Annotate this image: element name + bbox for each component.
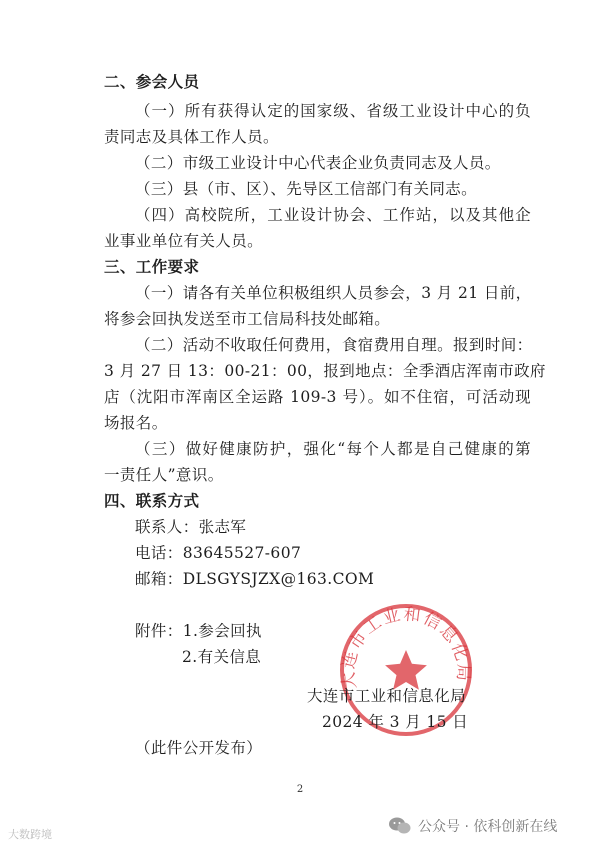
section3-heading: 三、工作要求: [104, 258, 200, 276]
contact-email: 邮箱：DLSGYSJZX@163.COM: [135, 570, 375, 588]
wechat-icon: [388, 816, 412, 836]
section2-item3: （三）县（市、区）、先导区工信部门有关同志。: [135, 180, 478, 198]
attachment-item1: 附件：1.参会回执: [135, 622, 262, 640]
watermark-right: [388, 812, 557, 840]
section2-heading: 二、参会人员: [104, 73, 200, 91]
section2-item2: （二）市级工业设计中心代表企业负责同志及人员。: [135, 154, 501, 172]
signature-org: 大连市工业和信息化局: [307, 687, 467, 705]
section3-item3-line1: （三）做好健康防护，强化“每个人都是自己健康的第: [135, 440, 531, 458]
seal-text: 大连市工业和信息化局: [338, 604, 474, 691]
section3-item1-line2: 将参会回执发送至市工信局科技处邮箱。: [104, 310, 391, 328]
contact-phone: 电话：83645527-607: [135, 544, 302, 562]
section2-item4-line2: 业事业单位有关人员。: [104, 232, 264, 250]
contact-person: 联系人：张志军: [135, 518, 247, 536]
section4-heading: 四、联系方式: [104, 492, 200, 510]
section2-item4-line1: （四）高校院所，工业设计协会、工作站，以及其他企: [135, 206, 531, 224]
section3-item2-line2: 3 月 27 日 13：00-21：00，报到地点：全季酒店浑南市政府: [104, 362, 546, 380]
section3-item2-line4: 场报名。: [104, 414, 168, 432]
section3-item1-line1: （一）请各有关单位积极组织人员参会，3 月 21 日前，: [135, 284, 532, 302]
section3-item3-line2: 一责任人”意识。: [104, 466, 224, 484]
signature-date: 2024 年 3 月 15 日: [322, 713, 469, 731]
section3-item2-line1: （二）活动不收取任何费用，食宿费用自理。报到时间：: [135, 336, 533, 354]
release-note: （此件公开发布）: [135, 739, 263, 757]
section2-item1-line2: 责同志及具体工作人员。: [104, 128, 279, 146]
section2-item1-line1: （一）所有获得认定的国家级、省级工业设计中心的负: [135, 102, 531, 120]
seal-star-icon: [385, 650, 427, 690]
section3-item2-line3: 店（沈阳市浑南区全运路 109-3 号）。如不住宿，可活动现: [104, 388, 531, 406]
attachment-item2: 2.有关信息: [182, 648, 262, 666]
page-number: 2: [296, 784, 304, 795]
watermark-left: 大数跨境: [8, 828, 52, 841]
watermark-right-text: 公众号 · 依科创新在线: [418, 819, 558, 835]
